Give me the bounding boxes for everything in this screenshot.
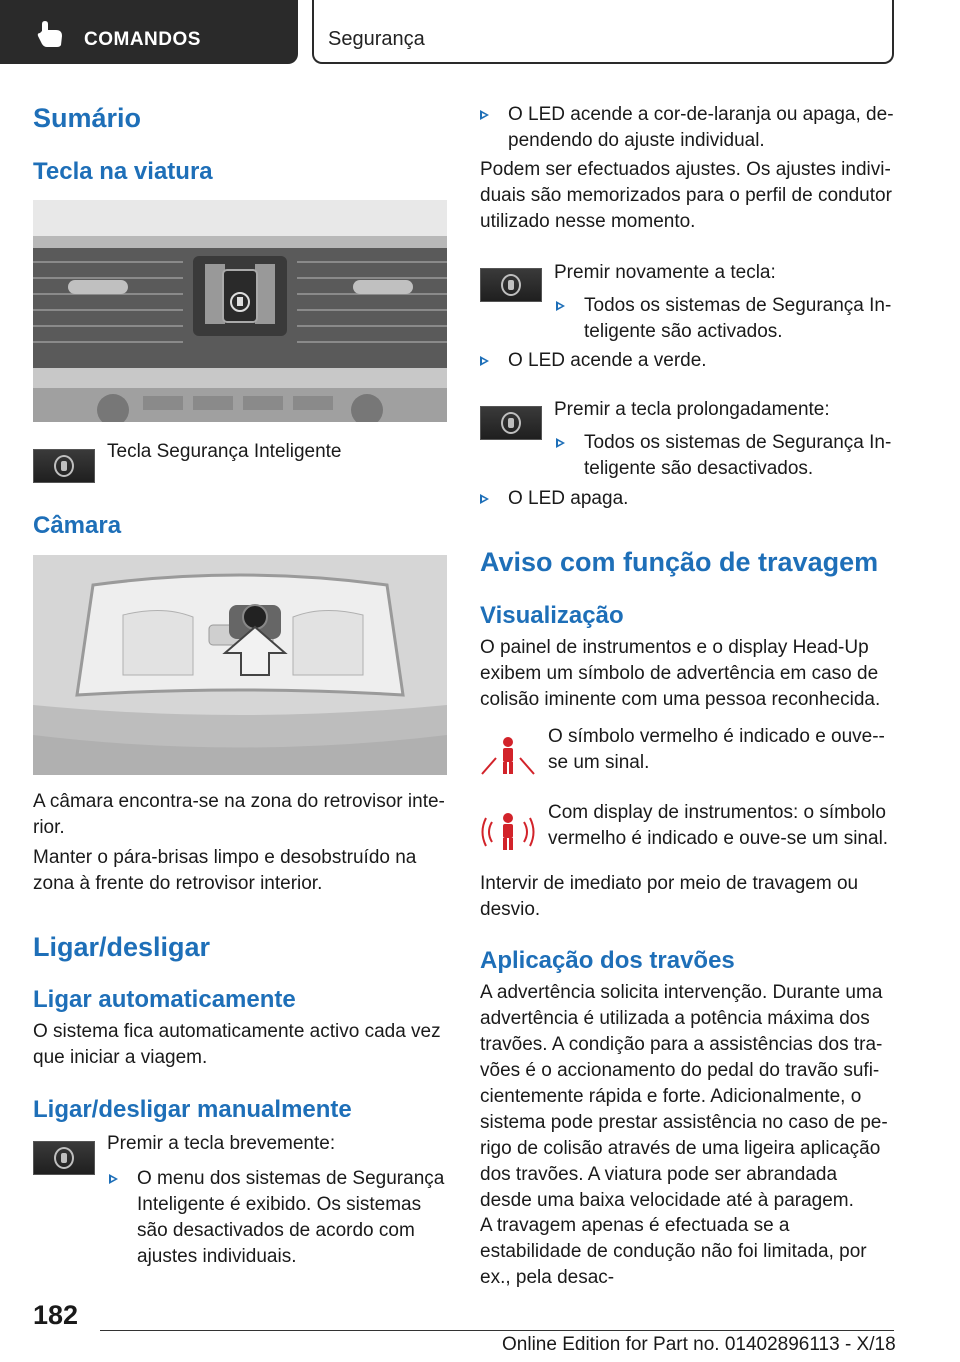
safety-key-icon: [480, 406, 542, 440]
safety-key-icon: [33, 449, 95, 483]
heading-sumario: Sumário: [33, 103, 142, 133]
page-header: [0, 0, 960, 66]
bullet-led-verde-text: O LED acende a verde.: [508, 350, 707, 371]
section-tab-label: COMANDOS: [84, 29, 201, 50]
heading-visualizacao: Visualização: [480, 602, 624, 629]
manual-caption: Premir a tecla brevemente:: [107, 1133, 336, 1154]
safety-key-icon: [480, 268, 542, 302]
edition-note: Online Edition for Part no. 01402896113 - X/18: [502, 1334, 896, 1355]
bullet-arrow-icon: [480, 494, 489, 504]
footer-divider: [100, 1330, 894, 1331]
aplicacao-paragraph-2: A travagem apenas é efectuada se a estabilidade de condução não foi limitada, por ex., pela desac-: [480, 1215, 867, 1288]
heading-ligar-desligar: Ligar/desligar: [33, 932, 211, 962]
heading-camara: Câmara: [33, 512, 122, 539]
bullet-led-laranja-text: O LED acende a cor-de-laranja ou apaga, de-pendendo do ajuste individual.: [508, 104, 894, 151]
com-display-text: Com display de instrumentos: o símbolo vermelho é indicado e ouve-se um sinal.: [548, 802, 889, 849]
tecla-caption: Tecla Segurança Inteligente: [107, 441, 342, 462]
safety-key-icon: [33, 1141, 95, 1175]
heading-ligar-auto: Ligar automaticamente: [33, 986, 296, 1013]
dashboard-key-photo: [33, 200, 447, 422]
ajustes-paragraph: Podem ser efectuados ajustes. Os ajustes indivi-duais são memorizados para o perfil de condutor utilizado nesse momento.: [480, 159, 892, 232]
bullet-arrow-icon: [480, 110, 489, 120]
premir-prolongado-caption: Premir a tecla prolongadamente:: [554, 399, 830, 420]
intervir-paragraph: Intervir de imediato por meio de travagem ou desvio.: [480, 873, 859, 920]
bullet-todos-activados-text: Todos os sistemas de Segurança In-teligente são activados.: [584, 295, 892, 342]
bullet-todos-desactivados-text: Todos os sistemas de Segurança In-teligente são desactivados.: [584, 432, 892, 479]
simbolo-vermelho-text: O símbolo vermelho é indicado e ouve--se um sinal.: [548, 726, 885, 773]
heading-ligar-manual: Ligar/desligar manualmente: [33, 1096, 352, 1123]
bullet-arrow-icon: [109, 1174, 118, 1184]
hand-pointer-icon: [36, 21, 64, 47]
premir-novamente-caption: Premir novamente a tecla:: [554, 262, 776, 283]
pedestrian-warning-icon: [480, 736, 536, 776]
auto-paragraph: O sistema fica automaticamente activo cada vez que iniciar a viagem.: [33, 1021, 441, 1068]
section-tab: [0, 0, 298, 64]
aplicacao-paragraph-1: A advertência solicita intervenção. Durante uma advertência é utilizada a potência máxima dos travões. A condição para a assistências dos tra-vões é o accionamento do pedal do travão sufi-cientemente rápida e forte. Adicionalmente, o sistema pode prestar assistência no caso de pe-rigo de colisão através de uma ligeira aplicação dos travões. A viatura pode ser abrandada desde uma baixa velocidade até à paragem.: [480, 982, 888, 1211]
visualizacao-paragraph: O painel de instrumentos e o display Head-Up exibem um símbolo de advertência em caso de colisão iminente com uma pessoa reconhecida.: [480, 637, 881, 710]
page-number: 182: [33, 1300, 79, 1330]
heading-aviso: Aviso com função de travagem: [480, 547, 879, 577]
bullet-led-apaga-text: O LED apaga.: [508, 488, 629, 509]
topic-box: [312, 0, 894, 64]
bullet-arrow-icon: [556, 438, 565, 448]
windshield-camera-photo: [33, 555, 447, 775]
manual-bullet-text: O menu dos sistemas de Segurança Inteligente é exibido. Os sistemas são desactivados de acordo com ajustes individuais.: [137, 1168, 445, 1267]
heading-aplicacao: Aplicação dos travões: [480, 947, 735, 974]
bullet-arrow-icon: [480, 356, 489, 366]
page-topic: Segurança: [328, 28, 425, 50]
pedestrian-sound-warning-icon: [480, 812, 536, 852]
heading-tecla: Tecla na viatura: [33, 158, 213, 185]
bullet-arrow-icon: [556, 301, 565, 311]
camara-paragraph-2: Manter o pára-brisas limpo e desobstruído na zona à frente do retrovisor interior.: [33, 847, 417, 894]
camara-paragraph-1: A câmara encontra-se na zona do retrovisor inte-rior.: [33, 791, 445, 838]
